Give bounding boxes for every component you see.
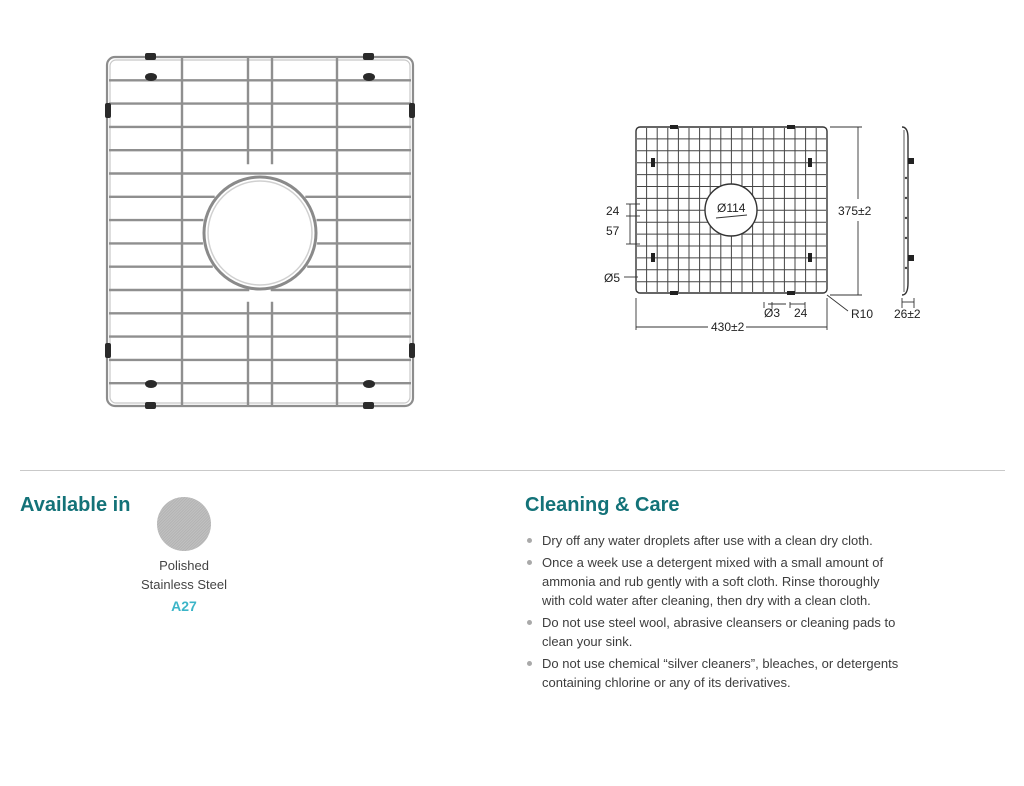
dim-radius-label: R10 [851,307,874,321]
dim-24-top-label: 24 [606,204,620,218]
care-item [526,654,906,692]
finish-name-line-1: Polished [159,558,209,573]
cleaning-care-heading: Cleaning & Care [525,494,680,516]
dim-wire-label: Ø3 [764,306,781,320]
finish-code: A27 [171,598,197,614]
dim-depth-label: 26±2 [894,307,921,321]
product-photo-sink-grid [95,45,425,420]
care-item [526,531,906,550]
dim-foot-label: Ø5 [604,271,621,285]
care-item-text: Once a week use a detergent mixed with a small amount of ammonia and rub gently with a soft cloth. Rinse thoroughly with cold water after cleaning, then dry with a clean cloth. [542,555,884,608]
bullet-icon [527,560,532,565]
side-profile [902,127,908,295]
care-item [526,613,906,651]
dim-height-label: 375±2 [838,204,872,218]
bullet-icon [527,661,532,666]
bullet-icon [527,620,532,625]
dim-width-label: 430±2 [711,320,745,334]
care-item [526,553,906,610]
drain-hole [204,177,316,289]
dim-57-label: 57 [606,224,620,238]
care-item-text: Do not use steel wool, abrasive cleansers or cleaning pads to clean your sink. [542,615,896,649]
finish-name-line-2: Stainless Steel [141,577,227,592]
care-instructions-list [526,531,906,695]
technical-drawing [590,118,940,338]
finish-swatch [157,497,211,551]
dimension-labels [604,201,921,334]
available-in-heading: Available in [20,494,131,516]
dim-24-bottom-label: 24 [794,306,808,320]
section-divider [20,470,1005,471]
side-profile-feet [908,158,914,261]
dim-hole-diameter-label: Ø114 [717,201,746,215]
care-item-text: Do not use chemical “silver cleaners”, bleaches, or detergents containing chlorine or any of its derivatives. [542,656,899,690]
bullet-icon [527,538,532,543]
care-item-text: Dry off any water droplets after use with a clean dry cloth. [542,533,873,548]
